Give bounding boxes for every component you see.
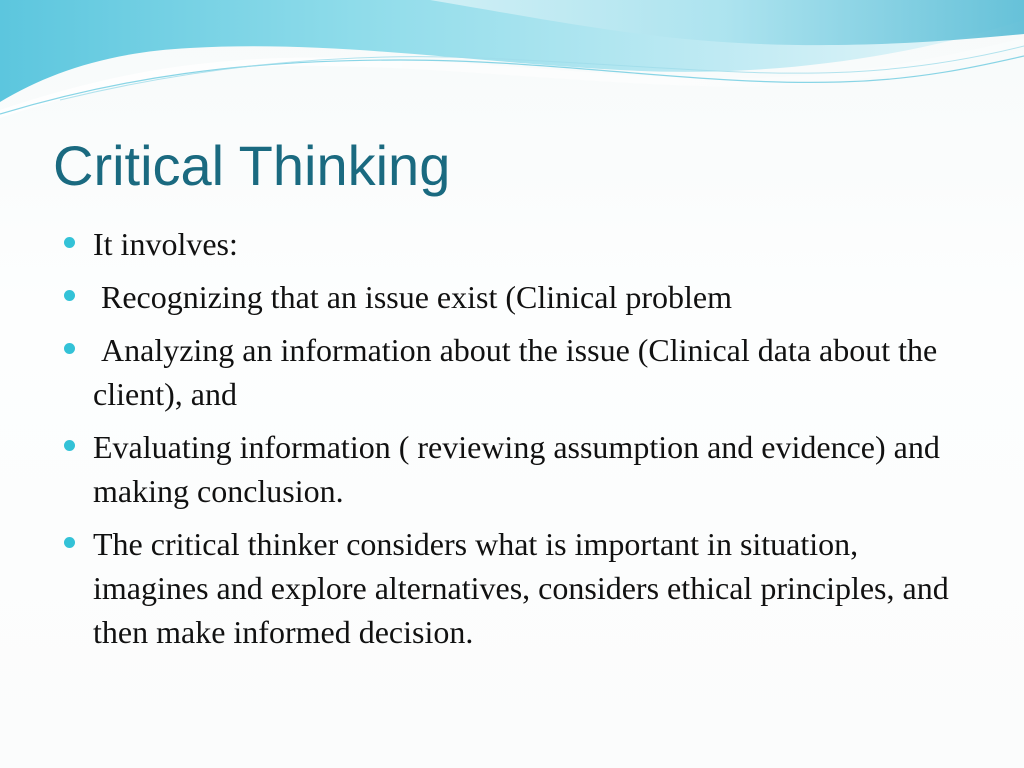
bullet-item bbox=[64, 522, 964, 654]
bullet-dot-icon bbox=[64, 237, 75, 248]
bullet-text: Analyzing an information about the issue (Clinical data about the client), and bbox=[93, 332, 946, 412]
bullet-item bbox=[64, 328, 964, 416]
bullet-item bbox=[64, 275, 964, 319]
bullet-item bbox=[64, 425, 964, 513]
bullet-text: It involves: bbox=[93, 226, 238, 262]
bullet-item bbox=[64, 222, 964, 266]
bullet-text: Recognizing that an issue exist (Clinical problem bbox=[93, 279, 732, 315]
bullet-dot-icon bbox=[64, 290, 75, 301]
bullet-dot-icon bbox=[64, 343, 75, 354]
bullet-dot-icon bbox=[64, 537, 75, 548]
bullet-dot-icon bbox=[64, 440, 75, 451]
bullet-list bbox=[64, 222, 964, 663]
bullet-text: The critical thinker considers what is important in situation, imagines and explore alternatives, considers ethical principles, and then make informed decision. bbox=[93, 526, 949, 650]
header-wave-decoration bbox=[0, 0, 1024, 130]
slide-title: Critical Thinking bbox=[53, 134, 451, 197]
bullet-text: Evaluating information ( reviewing assumption and evidence) and making conclusion. bbox=[93, 429, 940, 509]
